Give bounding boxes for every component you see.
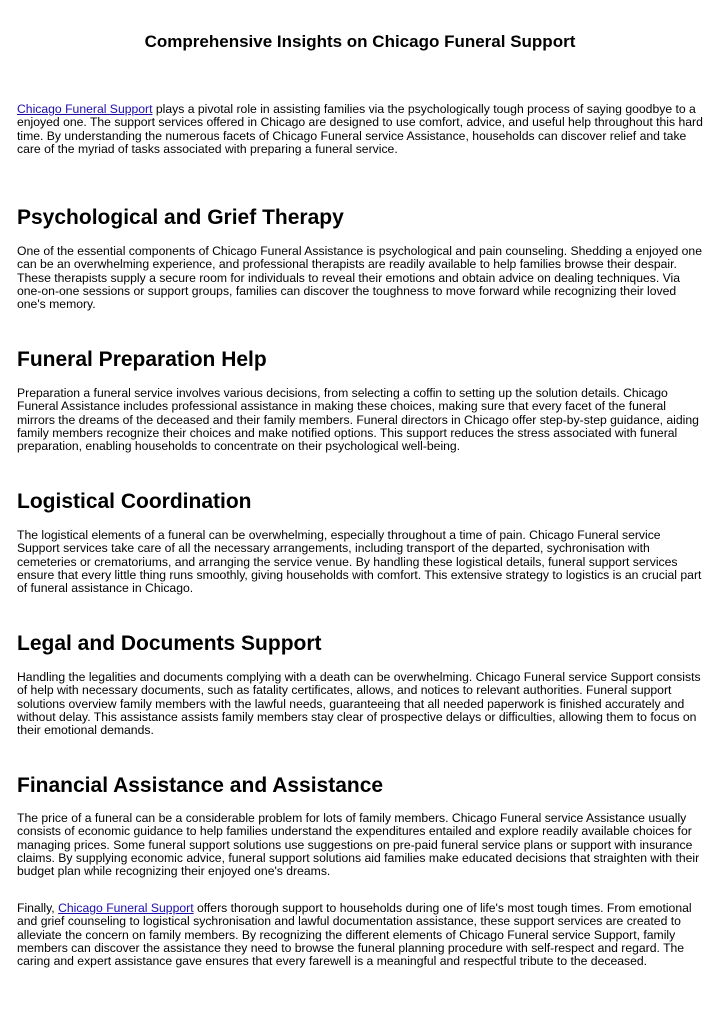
intro-link[interactable]: Chicago Funeral Support xyxy=(17,102,153,116)
intro-text: plays a pivotal role in assisting families via the psychologically tough process of saying goodbye to a enjoyed one. The support services offered in Chicago are designed to use comfort, advice, and useful help throughout this hard time. By understanding the numerous facets of Chicago Funeral service Assistance, households can discover relief and take care of the myriad of tasks associated with preparing a funeral service. xyxy=(17,102,703,156)
closing-text: offers thorough support to households during one of life's most tough times. From emotional and grief counseling to logistical sychronisation and lawful documentation assistance, these support services are created to alleviate the concern on family members. By recognizing the different elements of Chicago Funeral service Support, family members can discover the assistance they need to browse the funeral planning procedure with self-respect and regard. The caring and expert assistance gave ensures that every farewell is a meaningful and respectful tribute to the deceased. xyxy=(17,901,692,969)
section-heading-logistical-coordination: Logistical Coordination xyxy=(17,490,252,513)
section-heading-grief-therapy: Psychological and Grief Therapy xyxy=(17,206,344,229)
closing-paragraph xyxy=(17,902,703,968)
section-text-financial-assistance: The price of a funeral can be a considerable problem for lots of family members. Chicago Funeral service Assistance usually consists of economic guidance to help families understand the expenditures entailed and explore readily available choices for managing prices. Some funeral support solutions use suggestions on pre-paid funeral service plans or support with insurance claims. By supplying economic advice, funeral support solutions aid families make educated decisions that straighten with their budget plan while recognizing their enjoyed one's dreams. xyxy=(17,811,700,879)
intro-paragraph xyxy=(17,103,703,156)
document-title: Comprehensive Insights on Chicago Funeral Support xyxy=(144,32,576,51)
section-heading-financial-assistance: Financial Assistance and Assistance xyxy=(17,774,384,797)
closing-link[interactable]: Chicago Funeral Support xyxy=(58,901,194,915)
section-heading-funeral-preparation: Funeral Preparation Help xyxy=(17,348,267,371)
section-text-logistical-coordination: The logistical elements of a funeral can be overwhelming, especially throughout a time of pain. Chicago Funeral service Support services take care of all the necessary arrangements, including transport of the departed, sychronisation with cemeteries or crematoriums, and arranging the service venue. By handling these logistical details, funeral support services ensure that every little thing runs smoothly, giving households with comfort. This extensive strategy to logistics is an crucial part of funeral assistance in Chicago. xyxy=(17,528,702,596)
section-heading-legal-documents: Legal and Documents Support xyxy=(17,632,322,655)
section-text-legal-documents: Handling the legalities and documents complying with a death can be overwhelming. Chicago Funeral service Support consists of help with necessary documents, such as fatality certificates, allows, and notices to relevant authorities. Funeral support solutions overview family members with the lawful needs, guaranteeing that all needed paperwork is finished accurately and without delay. This assistance assists family members stay clear of prospective delays or difficulties, allowing them to focus on their emotional demands. xyxy=(17,670,701,738)
section-text-funeral-preparation: Preparation a funeral service involves various decisions, from selecting a coffin to setting up the solution details. Chicago Funeral Assistance includes professional assistance in making these choices, making sure that every facet of the funeral mirrors the dreams of the deceased and their family members. Funeral directors in Chicago offer step-by-step guidance, aiding family members recognize their choices and make notified options. This support reduces the stress associated with funeral preparation, enabling households to concentrate on their psychological well-being. xyxy=(17,386,699,454)
section-text-grief-therapy: One of the essential components of Chicago Funeral Assistance is psychological and pain counseling. Shedding a enjoyed one can be an overwhelming experience, and professional therapists are readily available to help families browse their despair. These therapists supply a secure room for individuals to reveal their emotions and obtain advice on dealing techniques. Via one-on-one sessions or support groups, families can discover the toughness to move forward while recognizing their loved one's memory. xyxy=(17,244,702,312)
closing-prefix: Finally, xyxy=(17,901,59,915)
